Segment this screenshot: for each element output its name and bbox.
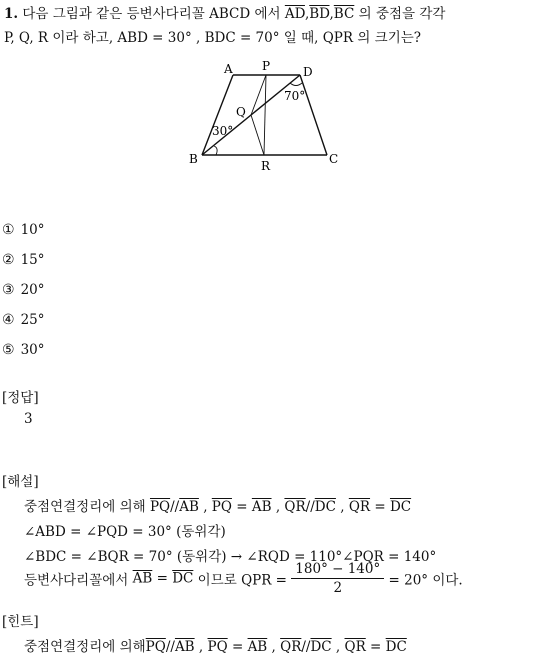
solution-text: = 20° 이다. [388, 572, 463, 589]
solution-text: 이므로 QPR = [197, 572, 287, 589]
equals-symbol: = [374, 499, 386, 515]
choice-text: 30° [20, 342, 45, 358]
choice-1[interactable] [2, 222, 45, 238]
segment-ab-label: $\overline{AB}$ [251, 499, 272, 515]
parallel-symbol: // [165, 639, 175, 655]
choice-5[interactable] [2, 342, 45, 358]
comma: , [340, 499, 345, 515]
choice-text: 15° [20, 252, 45, 268]
segment-qr-label: $\overline{QR}$ [280, 639, 302, 655]
choice-mark: ① [2, 222, 15, 238]
segment-ad: $\overline{AD}$ [284, 6, 305, 22]
segment-bc: $\overline{BC}$ [333, 6, 355, 22]
choice-4[interactable] [2, 312, 45, 328]
hint-text: 중점연결정리에 의해 [24, 639, 146, 655]
angle-label-70: 70° [284, 89, 306, 103]
fraction-denominator: 2 [333, 580, 343, 596]
parallel-symbol: // [170, 499, 180, 515]
segment-ab-label: $\overline{AB}$ [174, 639, 195, 655]
angle-arc-30 [214, 146, 217, 155]
comma: , [198, 639, 204, 655]
choice-text: 10° [20, 222, 45, 238]
segment-pr [264, 75, 266, 155]
segment-dc-label: $\overline{DC}$ [314, 499, 336, 515]
segment-dc-label: $\overline{DC}$ [385, 639, 407, 655]
parallel-symbol: // [301, 639, 311, 655]
segment-qr-label: $\overline{QR}$ [344, 639, 366, 655]
choice-mark: ③ [2, 282, 15, 298]
question-line-2: P, Q, R 이라 하고, ABD = 30° , BDC = 70° 일 때, QPR 의 크기는? [4, 30, 422, 46]
label-d: D [303, 65, 313, 79]
angle-label-30: 30° [212, 124, 234, 138]
label-r: R [261, 159, 271, 173]
segment-pq-label: $\overline{PQ}$ [145, 639, 166, 655]
segment-bd: $\overline{BD}$ [309, 6, 330, 22]
solution-text: 등변사다리꼴에서 [24, 572, 129, 589]
segment-pq-label: $\overline{PQ}$ [149, 499, 171, 515]
question-line-1: 1. 다음 그림과 같은 등변사다리꼴 ABCD 에서 $\overline{AD},\overline{BD},\overline{BC}$ 의 중점을 각각 [4, 6, 446, 22]
hint-heading: [힌트] [2, 614, 39, 630]
trapezoid-figure [186, 58, 346, 178]
solution-line-1 [24, 495, 411, 515]
label-p: P [262, 59, 271, 73]
comma: , [275, 499, 281, 515]
fraction-numerator: 180° − 140° [291, 561, 384, 579]
parallel-symbol: // [305, 499, 315, 515]
solution-line-2: ∠ABD = ∠PQD = 30° (동위각) [24, 524, 226, 540]
question-number: 1. [4, 6, 19, 22]
label-a: A [224, 62, 233, 76]
equals-symbol: = [370, 639, 382, 655]
segment-qr [251, 115, 264, 155]
segment-qr-label: $\overline{QR}$ [348, 499, 371, 515]
choice-2[interactable] [2, 252, 45, 268]
segment-qr-label: $\overline{QR}$ [284, 499, 306, 515]
segment-pq-label: $\overline{PQ}$ [207, 639, 228, 655]
equals-symbol: = [231, 639, 244, 655]
choice-text: 20° [20, 282, 45, 298]
segment-ab-label: $\overline{AB}$ [179, 499, 199, 515]
choice-text: 25° [20, 312, 45, 328]
segment-dc-label: $\overline{DC}$ [389, 499, 412, 515]
segment-dc-label: $\overline{DC}$ [172, 570, 194, 587]
question-text-post: 의 중점을 각각 [358, 6, 446, 22]
choice-3[interactable] [2, 282, 45, 298]
fraction [291, 561, 384, 596]
solution-line-3: ∠BDC = ∠BQR = 70° (동위각) → ∠RQD = 110°∠PQR = 140° [24, 549, 437, 565]
question-text-pre: 다음 그림과 같은 등변사다리꼴 ABCD 에서 [22, 6, 281, 22]
segment-dc-label: $\overline{DC}$ [310, 639, 332, 655]
solution-text: 중점연결정리에 의해 [24, 499, 146, 515]
segment-ab-label: $\overline{AB}$ [247, 639, 268, 655]
comma: , [335, 639, 341, 655]
side-dc [300, 75, 327, 155]
comma: , [271, 639, 276, 655]
answer-heading: [정답] [2, 390, 39, 406]
choice-mark: ④ [2, 312, 15, 328]
equals-symbol: = [156, 570, 168, 587]
label-b: B [189, 152, 198, 166]
equals-symbol: = [236, 499, 248, 515]
choice-mark: ② [2, 252, 15, 268]
choice-mark: ⑤ [2, 342, 15, 358]
answer-value: 3 [24, 411, 33, 427]
angle-arc-70 [290, 83, 302, 86]
segment-ab-label: $\overline{AB}$ [132, 570, 153, 587]
solution-heading: [해설] [2, 474, 39, 490]
label-q: Q [236, 105, 246, 119]
segment-pq-label: $\overline{PQ}$ [211, 499, 232, 515]
comma: , [203, 499, 208, 515]
solution-line-4 [24, 561, 463, 596]
label-c: C [329, 152, 339, 166]
hint-line-1 [24, 635, 407, 655]
